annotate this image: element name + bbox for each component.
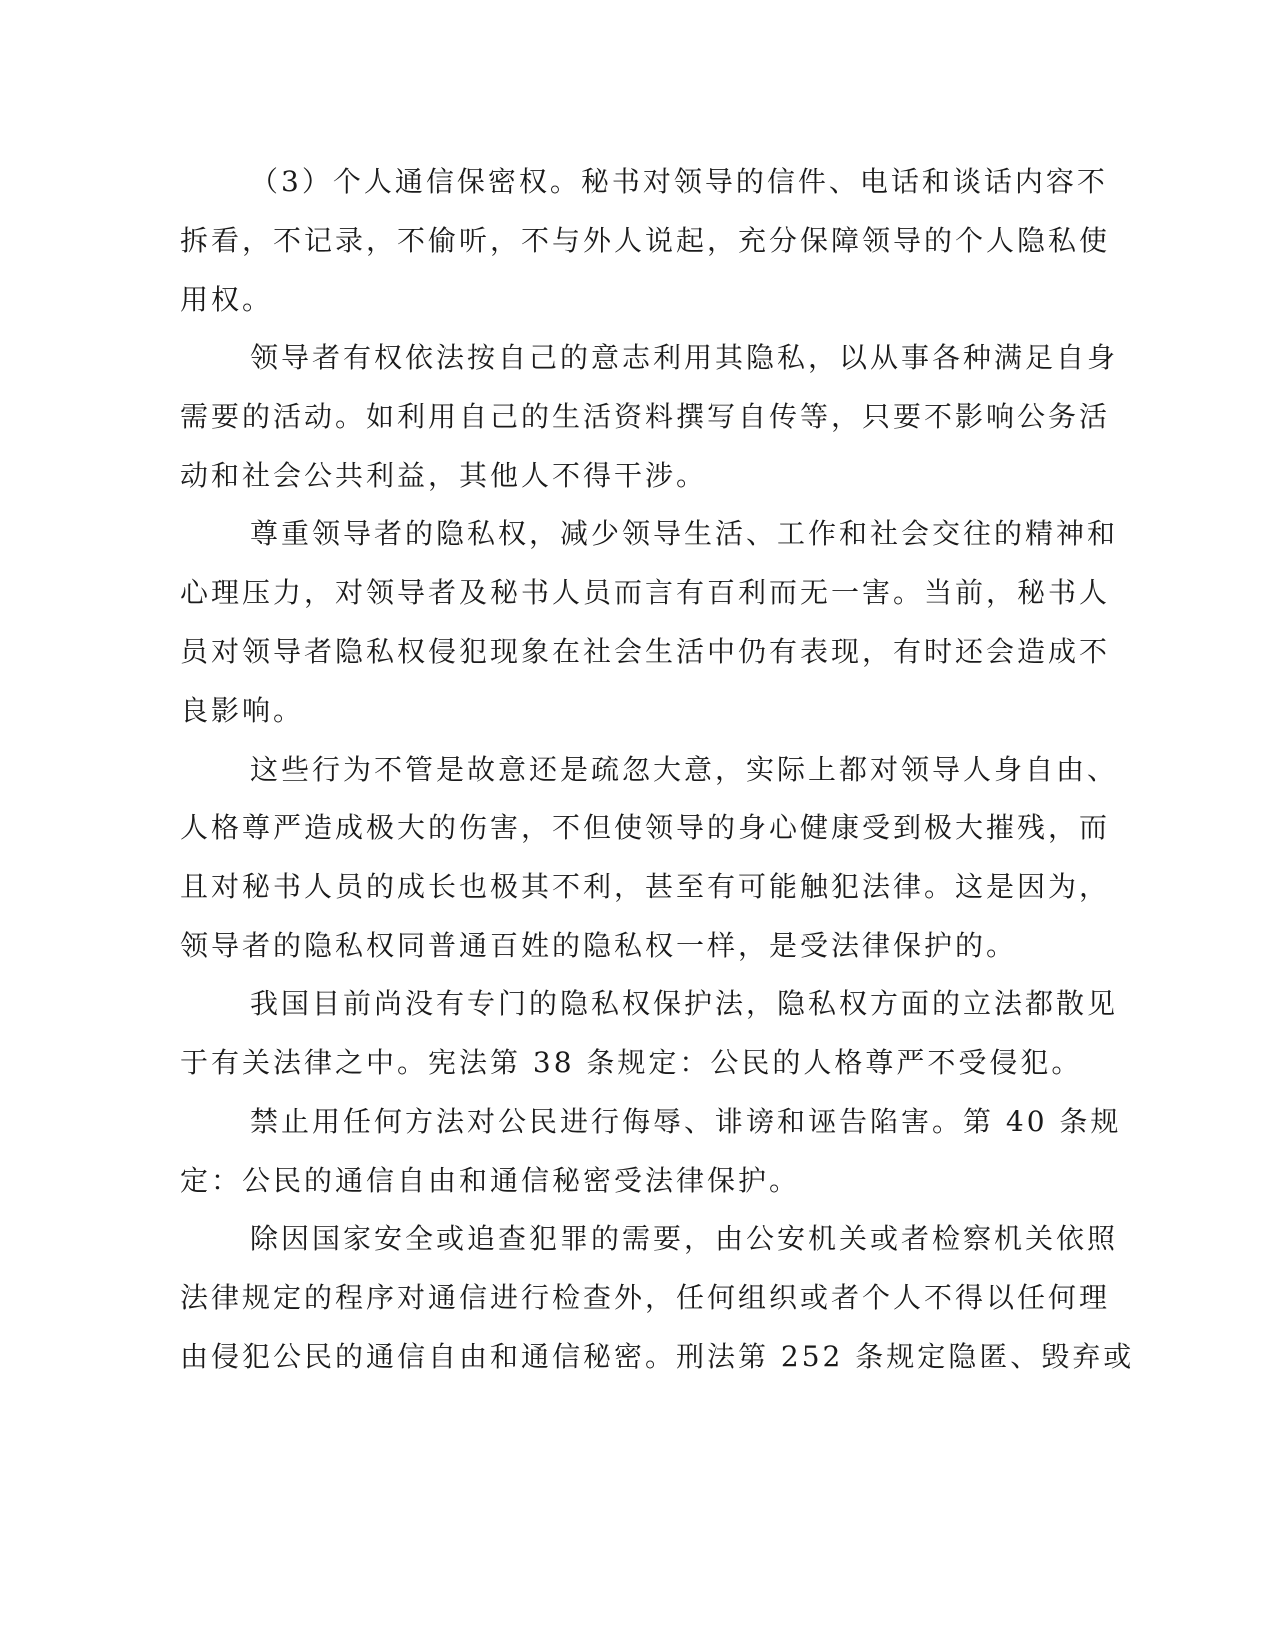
text-line-14: 领导者的隐私权同普通百姓的隐私权一样，是受法律保护的。 (180, 929, 1018, 962)
text-line-15: 我国目前尚没有专门的隐私权保护法，隐私权方面的立法都散见 (250, 987, 1119, 1020)
text-line-11: 这些行为不管是故意还是疏忽大意，实际上都对领导人身自由、 (250, 753, 1119, 786)
text-line-16: 于有关法律之中。宪法第 38 条规定：公民的人格尊严不受侵犯。 (180, 1046, 1083, 1079)
text-line-21: 由侵犯公民的通信自由和通信秘密。刑法第 252 条规定隐匿、毁弃或 (180, 1340, 1135, 1373)
text-line-3: 用权。 (180, 283, 274, 316)
text-line-18: 定：公民的通信自由和通信秘密受法律保护。 (180, 1164, 801, 1197)
text-line-19: 除因国家安全或追查犯罪的需要，由公安机关或者检察机关依照 (250, 1222, 1119, 1255)
text-line-4: 领导者有权依法按自己的意志利用其隐私，以从事各种满足自身 (250, 341, 1119, 374)
text-line-13: 且对秘书人员的成长也极其不利，甚至有可能触犯法律。这是因为， (180, 870, 1111, 903)
text-line-1: （3）个人通信保密权。秘书对领导的信件、电话和谈话内容不 (250, 165, 1108, 198)
text-line-7: 尊重领导者的隐私权，减少领导生活、工作和社会交往的精神和 (250, 517, 1119, 550)
text-line-6: 动和社会公共利益，其他人不得干涉。 (180, 459, 708, 492)
text-line-8: 心理压力，对领导者及秘书人员而言有百利而无一害。当前，秘书人 (180, 576, 1111, 609)
text-line-20: 法律规定的程序对通信进行检查外，任何组织或者个人不得以任何理 (180, 1281, 1111, 1314)
text-line-2: 拆看，不记录，不偷听，不与外人说起，充分保障领导的个人隐私使 (180, 224, 1111, 257)
text-line-12: 人格尊严造成极大的伤害，不但使领导的身心健康受到极大摧残，而 (180, 811, 1111, 844)
text-line-17: 禁止用任何方法对公民进行侮辱、诽谤和诬告陷害。第 40 条规 (250, 1105, 1122, 1138)
text-line-10: 良影响。 (180, 694, 305, 727)
text-line-9: 员对领导者隐私权侵犯现象在社会生活中仍有表现，有时还会造成不 (180, 635, 1111, 668)
text-line-5: 需要的活动。如利用自己的生活资料撰写自传等，只要不影响公务活 (180, 400, 1111, 433)
